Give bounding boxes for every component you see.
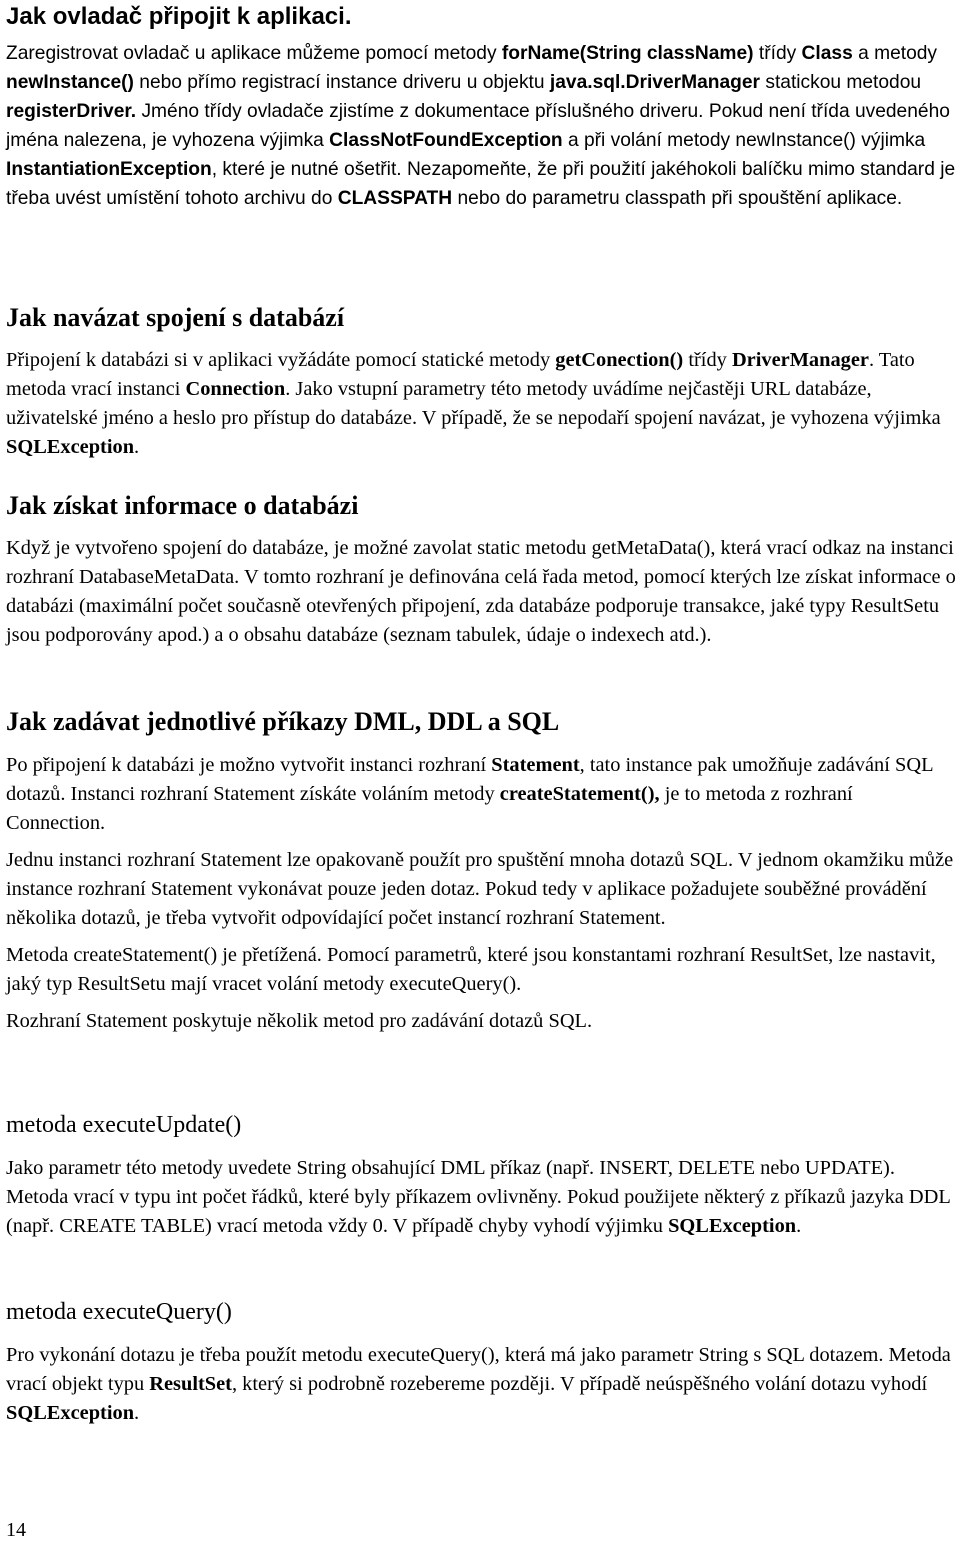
- text-run: Rozhraní Statement poskytuje několik metod pro zadávání dotazů SQL.: [6, 1010, 593, 1032]
- text-run: Připojení k databázi si v aplikaci vyžádáte pomocí statické metody: [6, 349, 556, 371]
- text-run: .: [134, 436, 140, 458]
- text-run: a metody: [852, 43, 938, 64]
- bold-term: newInstance(): [6, 72, 134, 93]
- section-paragraph: [6, 846, 956, 933]
- section-paragraph: [6, 534, 956, 650]
- text-run: .: [796, 1215, 802, 1237]
- text-run: Když je vytvořeno spojení do databáze, je možné zavolat static metodu getMetaData(), která vrací odkaz na instanci rozhraní DatabaseMetaData. V tomto rozhraní je definována celá řada metod, pomocí kterých lze získat informace o databázi (maximální počet současně otevřených připojení, zda databáze podporuje transakce, jaké typy ResultSetu jsou podporovány apod.) a o obsahu databáze (seznam tabulek, údaje o indexech atd.).: [6, 537, 956, 646]
- bold-term: Class: [801, 43, 853, 64]
- text-run: statickou metodou: [760, 72, 922, 93]
- section-statements: [6, 706, 956, 1036]
- bold-term: SQLException: [6, 436, 135, 458]
- section-heading: Jak navázat spojení s databází: [6, 303, 345, 332]
- section-heading: Jak ovladač připojit k aplikaci.: [6, 3, 352, 30]
- section-heading: metoda executeQuery(): [6, 1299, 232, 1325]
- text-run: nebo přímo registrací instance driveru u objektu: [133, 72, 550, 93]
- text-run: Metoda createStatement() je přetížená. Pomocí parametrů, které jsou konstantami rozhraní ResultSet, lze nastavit, jaký typ ResultSetu mají vracet volání metody executeQuery().: [6, 944, 936, 995]
- text-run: třídy: [753, 43, 802, 64]
- section-heading: Jak získat informace o databázi: [6, 491, 359, 520]
- section-paragraph: [6, 1007, 956, 1036]
- section-paragraph: [6, 346, 956, 462]
- section-paragraph: [6, 751, 956, 838]
- bold-term: Connection: [185, 378, 286, 400]
- text-run: Po připojení k databázi je možno vytvořit instanci rozhraní: [6, 754, 492, 776]
- bold-term: DriverManager: [731, 349, 869, 371]
- bold-term: createStatement(),: [499, 783, 660, 805]
- text-run: Jméno třídy ovladače zjistíme z dokumentace příslušného driveru. Pokud není třída uvedeného jména nalezena, je vyhozena výjimka: [6, 101, 950, 151]
- text-run: , který si podrobně rozebereme později. V případě neúspěšného volání dotazu vyhodí: [231, 1373, 928, 1395]
- section-connect-driver: [6, 0, 956, 213]
- section-execute-query: [6, 1297, 956, 1428]
- section-heading: Jak zadávat jednotlivé příkazy DML, DDL a SQL: [6, 707, 560, 736]
- text-run: je to metoda z rozhraní Connection.: [6, 783, 853, 834]
- text-run: . Tato metoda vrací instanci: [6, 349, 915, 400]
- bold-term: CLASSPATH: [337, 188, 453, 209]
- text-run: nebo do parametru classpath při spouštění aplikace.: [452, 188, 903, 209]
- text-run: . Jako vstupní parametry této metody uvádíme nejčastěji URL databáze, uživatelské jméno a heslo pro přístup do databáze. V případě, že se nepodaří spojení navázat, je vyhozena výjimka: [6, 378, 941, 429]
- text-run: Pro vykonání dotazu je třeba použít metodu executeQuery(), která má jako parametr String s SQL dotazem. Metoda vrací objekt typu: [6, 1344, 951, 1395]
- bold-term: Statement: [491, 754, 580, 776]
- bold-term: ResultSet: [149, 1373, 232, 1395]
- bold-term: registerDriver.: [6, 101, 137, 122]
- text-run: Jednu instanci rozhraní Statement lze opakovaně použít pro spuštění mnoha dotazů SQL. V jednom okamžiku může instance rozhraní Statement vykonávat pouze jeden dotaz. Pokud tedy v aplikace požadujete souběžné provádění několika dotazů, je třeba vytvořit odpovídající počet instancí rozhraní Statement.: [6, 849, 954, 929]
- bold-term: java.sql.DriverManager: [549, 72, 761, 93]
- text-run: , tato instance pak umožňuje zadávání SQL dotazů. Instanci rozhraní Statement získáte voláním metody: [6, 754, 933, 805]
- section-heading: metoda executeUpdate(): [6, 1112, 242, 1138]
- section-paragraph: [6, 39, 956, 213]
- section-execute-update: [6, 1110, 956, 1241]
- text-run: Zaregistrovat ovladač u aplikace můžeme pomocí metody: [6, 43, 502, 64]
- text-run: třídy: [683, 349, 732, 371]
- page-number: 14: [6, 1519, 26, 1541]
- text-run: Jako parametr této metody uvedete String obsahující DML příkaz (např. INSERT, DELETE nebo UPDATE). Metoda vrací v typu int počet řádků, které byly příkazem ovlivněny. Pokud použijete některý z příkazů jazyka DDL (např. CREATE TABLE) vrací metoda vždy 0. V případě chyby vyhodí výjimku: [6, 1157, 951, 1237]
- bold-term: ClassNotFoundException: [329, 130, 563, 151]
- bold-term: SQLException: [668, 1215, 797, 1237]
- section-paragraph: [6, 941, 956, 999]
- section-db-connection: [6, 302, 956, 462]
- section-paragraph: [6, 1341, 956, 1428]
- text-run: a při volání metody newInstance() výjimka: [562, 130, 926, 151]
- text-run: , které je nutné ošetřit. Nezapomeňte, že při použití jakéhokoli balíčku mimo standard je třeba uvést umístění tohoto archivu do: [6, 159, 956, 209]
- bold-term: forName(String className): [501, 43, 754, 64]
- bold-term: InstantiationException: [6, 159, 212, 180]
- text-run: .: [134, 1402, 140, 1424]
- section-db-metadata: [6, 490, 956, 650]
- bold-term: SQLException: [6, 1402, 135, 1424]
- bold-term: getConection(): [555, 349, 684, 371]
- section-paragraph: [6, 1154, 956, 1241]
